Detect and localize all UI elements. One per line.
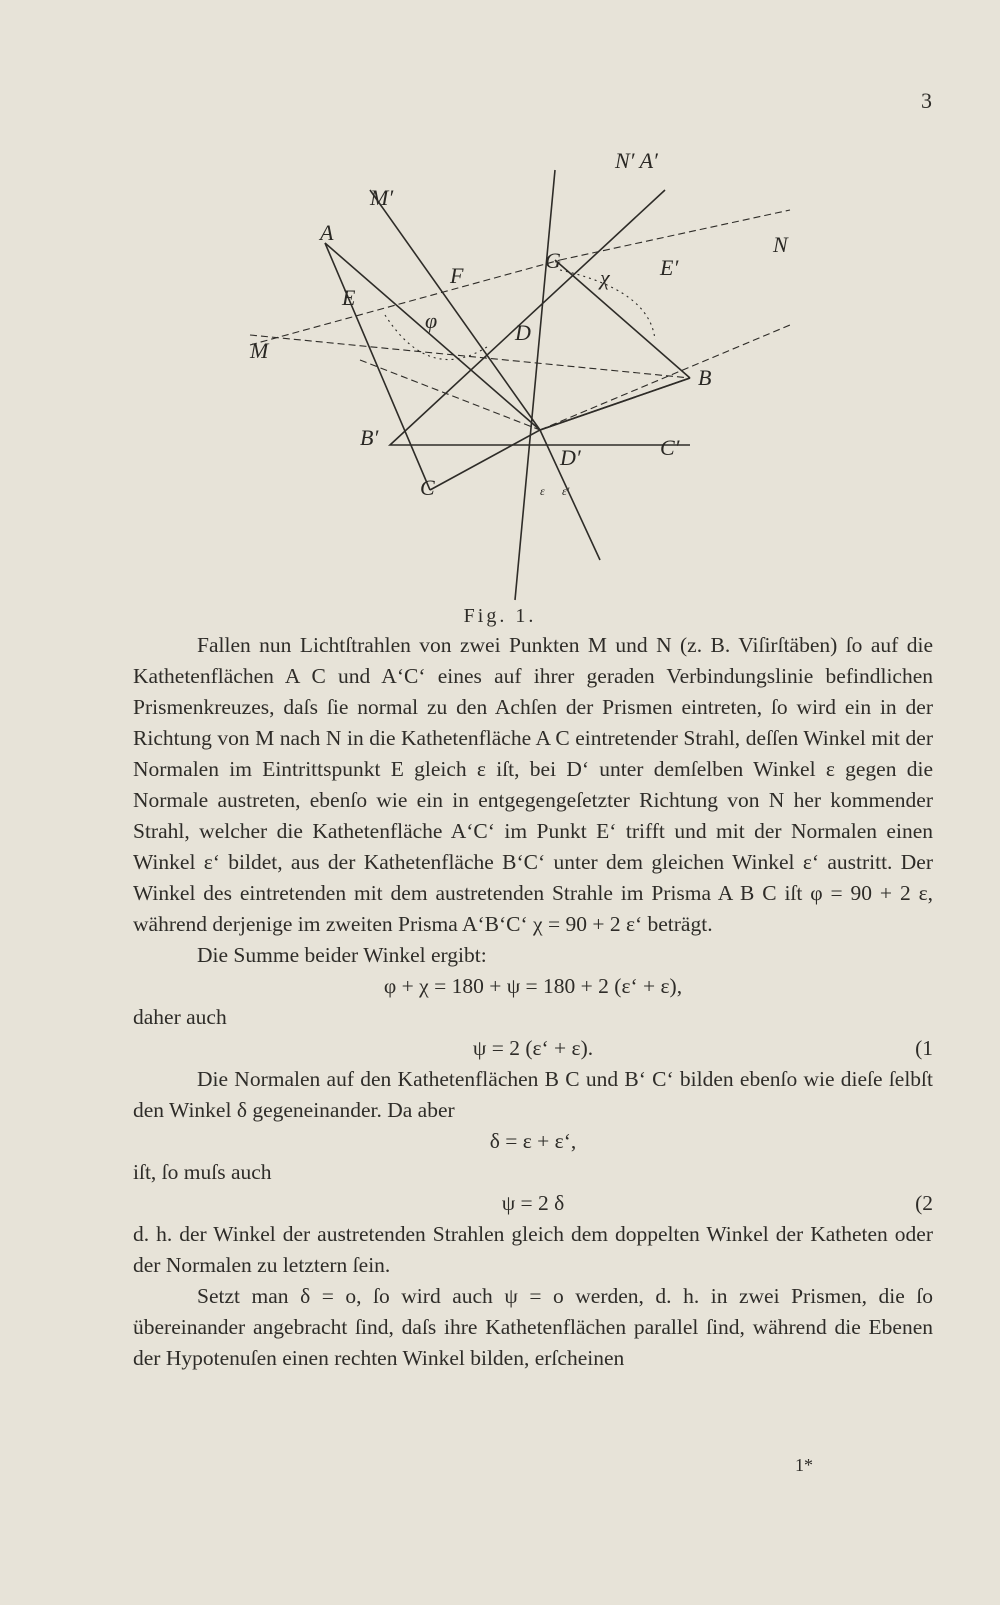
body-text bbox=[133, 630, 933, 1374]
figure-caption: Fig. 1. bbox=[463, 605, 537, 627]
label-g: G bbox=[545, 248, 561, 273]
equation-2-number: (2 bbox=[915, 1191, 933, 1215]
label-epsilon-prime: ε′ bbox=[562, 484, 570, 498]
paragraph: d. h. der Winkel der austretenden Strahlen gleich dem doppelten Winkel der Katheten oder der Normalen zu letztern ſein. bbox=[133, 1222, 933, 1277]
equation-delta: δ = ε + ε‘, bbox=[489, 1129, 577, 1153]
equation-1-body: ψ = 2 (ε‘ + ε). bbox=[472, 1036, 594, 1060]
label-m-prime: M′ bbox=[370, 185, 394, 210]
paragraph: Die Normalen auf den Kathetenflächen B C und B‘ C‘ bilden ebenſo wie dieſe ſelbſt den Winkel δ gegeneinander. Da aber bbox=[133, 1067, 933, 1122]
label-b: B bbox=[698, 365, 712, 390]
paragraph: iſt, ſo muſs auch bbox=[133, 1160, 272, 1184]
figure-1 bbox=[220, 140, 788, 610]
label-a: A bbox=[320, 220, 334, 245]
label-b-prime: B′ bbox=[360, 425, 379, 450]
paragraph: Fallen nun Lichtſtrahlen von zwei Punkten M und N (z. B. Viſirſtäben) ſo auf die Kathetenflächen A C und A‘C‘ eines auf ihrer geraden Verbindungslinie befindlichen Prismenkreuzes, daſs ſie normal zu den Achſen der Prismen eintreten, ſo wird ein in der Richtung von M nach N in die Kathetenfläche A C eintretender Strahl, deſſen Winkel mit der Normalen im Eintrittspunkt E gleich ε iſt, bei D‘ unter demſelben Winkel ε gegen die Normale austreten, ebenſo wie ein in entgegengeſetzter Richtung von N her kommender Strahl, welcher die Kathetenfläche A‘C‘ im Punkt E‘ trifft und mit der Normalen einen Winkel ε‘ bildet, aus der Kathetenfläche B‘C‘ unter dem gleichen Winkel ε‘ austritt. Der Winkel des eintretenden mit dem austretenden Strahle im Prisma A B C iſt φ = 90 + 2 ε, während derjenige im zweiten Prisma A‘B‘C‘ χ = 90 + 2 ε‘ beträgt. bbox=[133, 633, 933, 936]
equation-2 bbox=[133, 1188, 933, 1219]
label-f: F bbox=[450, 263, 464, 288]
label-d: D bbox=[515, 320, 531, 345]
equation-1 bbox=[133, 1033, 933, 1064]
label-d-prime: D′ bbox=[560, 445, 581, 470]
label-epsilon: ε bbox=[540, 484, 545, 498]
paragraph: Die Summe beider Winkel ergibt: bbox=[197, 943, 487, 967]
prism-diagram bbox=[220, 140, 788, 610]
label-c-prime: C′ bbox=[660, 435, 680, 460]
signature-mark: 1* bbox=[795, 1455, 813, 1475]
equation-2-body: ψ = 2 δ bbox=[501, 1191, 565, 1215]
label-phi: φ bbox=[425, 308, 438, 333]
label-n-prime-a-prime: N′ A′ bbox=[615, 148, 658, 173]
page-number: 3 bbox=[921, 88, 932, 113]
label-n: N bbox=[773, 232, 788, 257]
prism-abc-outline bbox=[325, 243, 540, 490]
label-m: M bbox=[250, 338, 269, 363]
paragraph: Setzt man δ = o, ſo wird auch ψ = o werden, d. h. in zwei Prismen, die ſo übereinander angebracht ſind, daſs ihre Kathetenflächen parallel ſind, während die Ebenen der Hypotenuſen einen rechten Winkel bilden, erſcheinen bbox=[133, 1284, 933, 1370]
label-c: C bbox=[420, 475, 435, 500]
label-e: E bbox=[342, 285, 356, 310]
equation-1-number: (1 bbox=[915, 1036, 933, 1060]
equation-sum: φ + χ = 180 + ψ = 180 + 2 (ε‘ + ε), bbox=[383, 974, 683, 998]
label-e-prime: E′ bbox=[660, 255, 679, 280]
label-chi: χ bbox=[600, 265, 610, 290]
paragraph: daher auch bbox=[133, 1005, 227, 1029]
